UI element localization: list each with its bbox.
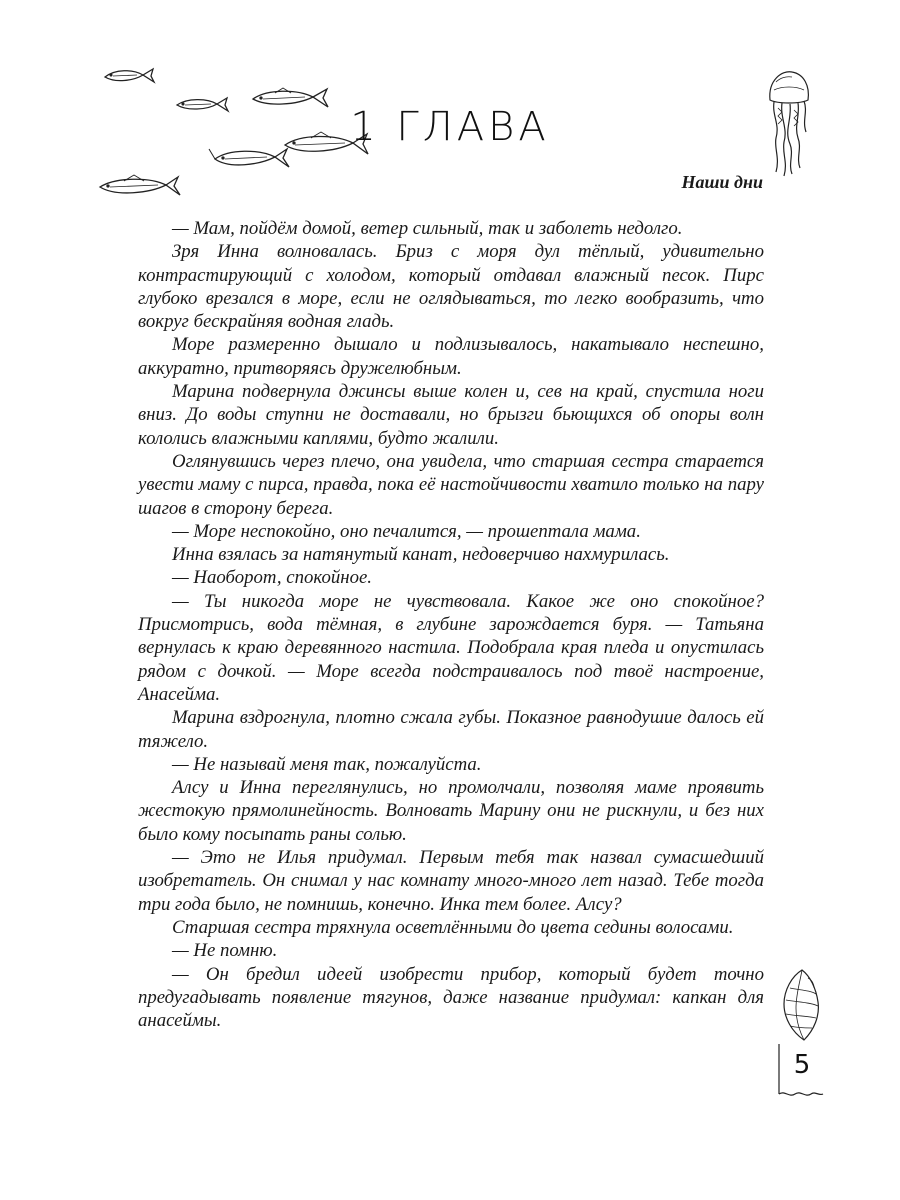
paragraph: Старшая сестра тряхнула осветлёнными до цвета седины волосами. bbox=[172, 916, 734, 938]
chapter-title: 1 ГЛАВА bbox=[350, 104, 550, 150]
paragraph: — Не помню. bbox=[172, 940, 278, 962]
paragraph: Инна взялась за натянутый канат, недоверчиво нахмурилась. bbox=[172, 544, 670, 566]
fish-icon bbox=[100, 175, 180, 195]
jellyfish-illustration bbox=[764, 68, 814, 178]
paragraph: — Это не Илья придумал. Первым тебя так назвал сумасшедший изобретатель. Он снимал у нас комнату много-много лет назад. Тебе тогда три года было, не помнишь, конечно. Инка тем более. Алсу? bbox=[138, 847, 764, 915]
paragraph: Алсу и Инна переглянулись, но промолчали, позволяя маме проявить жестокую прямолинейность. Волновать Марину они не рискнули, и без них было кому посыпать раны солью. bbox=[138, 777, 764, 845]
paragraph: — Не называй меня так, пожалуйста. bbox=[172, 753, 482, 775]
body-text bbox=[138, 217, 764, 1032]
fish-icon bbox=[105, 69, 154, 82]
paragraph: Зря Инна волновалась. Бриз с моря дул тёплый, удивительно контрастирующий с холодом, который отдавал влажный песок. Пирс глубоко врезался в море, если не оглядываться, то легко вообразить, что вокруг бескрайняя водная гладь. bbox=[138, 241, 764, 333]
seashell-illustration bbox=[778, 968, 824, 1043]
paragraph: — Мам, пойдём домой, ветер сильный, так и заболеть недолго. bbox=[172, 218, 683, 239]
paragraph: — Ты никогда море не чувствовала. Какое же оно спокойное? Присмотрись, вода тёмная, в глубине зарождается буря. — Татьяна вернулась к краю деревянного настила. Подобрала края пледа и опустилась рядом с дочкой. — Море всегда подстраивалось под твоё настроение, Анасейма. bbox=[138, 590, 764, 705]
fish-icon bbox=[209, 149, 289, 167]
fish-icon bbox=[253, 88, 328, 107]
paragraph: Марина вздрогнула, плотно сжала губы. Показное равнодушие далось ей тяжело. bbox=[138, 707, 764, 752]
page-number: 5 bbox=[793, 1050, 811, 1080]
paragraph: — Он бредил идеей изобрести прибор, который будет точно предугадывать появление тягунов, даже название придумал: капкан для анасеймы. bbox=[138, 963, 764, 1032]
chapter-subtitle: Наши дни bbox=[681, 172, 763, 192]
fish-icon bbox=[177, 98, 228, 111]
paragraph: Марина подвернула джинсы выше колен и, сев на край, спустила ноги вниз. До воды ступни не доставали, но брызги бьющихся об опоры волн кололись влажными каплями, будто жалили. bbox=[138, 381, 764, 449]
paragraph: — Море неспокойно, оно печалится, — прошептала мама. bbox=[172, 520, 641, 542]
paragraph: Море размеренно дышало и подлизывалось, накатывало неспешно, аккуратно, притворяясь дружелюбным. bbox=[138, 334, 764, 379]
paragraph: Оглянувшись через плечо, она увидела, что старшая сестра старается увести маму с пирса, правда, пока её настойчивости хватило только на пару шагов в сторону берега. bbox=[138, 450, 764, 519]
paragraph: — Наоборот, спокойное. bbox=[172, 567, 372, 589]
